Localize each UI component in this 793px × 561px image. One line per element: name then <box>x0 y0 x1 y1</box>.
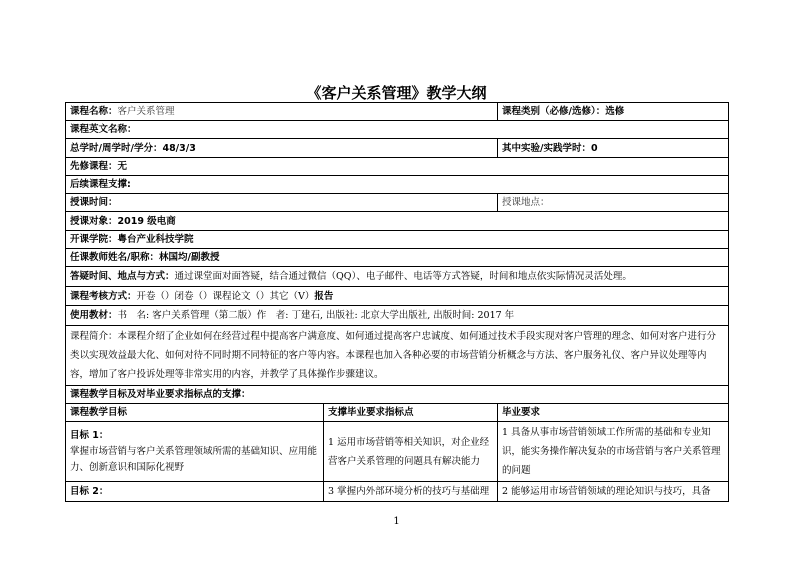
header-indicator: 支撑毕业要求指标点 <box>324 404 498 422</box>
goal-label: 目标 1： <box>70 429 109 441</box>
exam-extra: 报告 <box>314 290 334 302</box>
document-body <box>65 102 728 528</box>
qa-label: 答疑时间、地点与方式： <box>70 271 175 282</box>
hours-label: 总学时/周学时/学分： <box>70 142 163 154</box>
exam-text: 开卷（）闭卷（）课程论文（）其它（V） <box>136 290 315 302</box>
hours: 48/3/3 <box>162 142 196 154</box>
english-name-label: 课程英文名称： <box>70 124 137 135</box>
teacher: 林国均/副教授 <box>158 252 220 263</box>
textbook: 书 名: 客户关系管理（第二版）作 者: 丁建石, 出版社: 北京大学出版社, 出版时间: 2017 年 <box>117 310 515 321</box>
course-name-label: 课程名称： <box>70 106 118 117</box>
teacher-label: 任课教师姓名/职称： <box>70 252 159 263</box>
table-row <box>66 422 729 482</box>
lab-hours: 0 <box>590 142 598 154</box>
header-requirement: 毕业要求 <box>498 404 729 422</box>
header-goal: 课程教学目标 <box>66 404 324 422</box>
textbook-label: 使用教材： <box>70 310 118 321</box>
exam-label: 课程考核方式： <box>70 290 137 302</box>
followup-label: 后续课程支撑: <box>70 179 131 190</box>
requirement-text: 1 具备从事市场营销领域工作所需的基础和专业知识，能实务操作解决复杂的市场营销与客户关系管理的问题 <box>498 422 729 482</box>
page-number: 1 <box>393 516 400 527</box>
prereq-label: 先修课程： <box>70 161 118 172</box>
college-label: 开课学院： <box>70 234 118 245</box>
course-intro: 课程简介：本课程介绍了企业如何在经营过程中提高客户满意度、如何通过提高客户忠诚度、如何通过技术手段实现对客户管理的理念、如何对客户进行分类以实现效益最大化、如何对待不同时期不同特征的客户等内容。本课程也加入各种必要的市场营销分析概念与方法、客户服务礼仪、客户异议处理等内容，增加了客户投诉处理等非常实用的内容，并教学了具体操作步骤建议。 <box>66 326 729 386</box>
course-name: 客户关系管理 <box>117 106 175 117</box>
time-label: 授课时间： <box>70 197 118 208</box>
requirement-text: 2 能够运用市场营销领域的理论知识与技巧，具备 <box>498 482 729 502</box>
college: 粤台产业科技学院 <box>117 234 194 245</box>
qa-text: 通过课堂面对面答疑，结合通过微信（QQ）、电子邮件、电话等方式答疑，时间和地点依实际情况灵活处理。 <box>174 271 632 282</box>
audience-label: 授课对象： <box>70 215 118 227</box>
place-label: 授课地点： <box>502 197 550 208</box>
row-course-name <box>66 103 729 121</box>
prereq: 无 <box>117 161 128 172</box>
lab-hours-label: 其中实验/实践学时： <box>502 142 591 154</box>
indicator-text: 1 运用市场营销等相关知识，对企业经营客户关系管理的问题具有解决能力 <box>324 422 498 482</box>
document-title: 《客户关系管理》教学大纲 <box>306 84 487 102</box>
course-type: 选修 <box>605 106 625 117</box>
goal-label: 目标 2： <box>70 486 109 497</box>
indicator-text: 3 掌握内外部环境分析的技巧与基础理 <box>324 482 498 502</box>
goal-text: 掌握市场营销与客户关系管理领域所需的基础知识、应用能力、创新意识和国际化视野 <box>70 445 318 473</box>
objectives-header-row <box>66 404 729 422</box>
table-row <box>66 482 729 502</box>
syllabus-table <box>65 102 729 502</box>
course-type-label: 课程类别（必修/选修）： <box>502 106 606 117</box>
audience: 2019 级电商 <box>117 215 176 227</box>
objectives-heading: 课程教学目标及对毕业要求指标点的支撑： <box>70 389 251 400</box>
